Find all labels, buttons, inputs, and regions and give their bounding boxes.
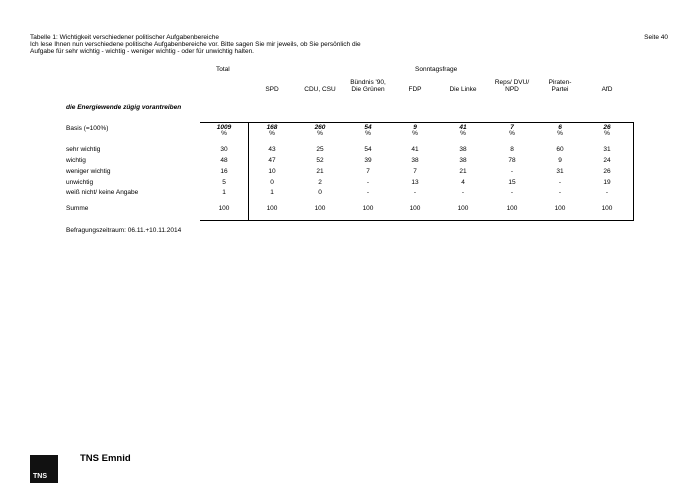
table-cell: 7 — [413, 168, 417, 175]
table-cell: 19 — [603, 179, 611, 186]
table-cell: 39 — [364, 157, 372, 164]
table-cell: 31 — [556, 168, 564, 175]
sum-value: 100 — [218, 205, 230, 212]
survey-period: Befragungszeitraum: 06.11.+10.11.2014 — [66, 227, 182, 234]
table-cell: 47 — [268, 157, 276, 164]
table-cell: 38 — [411, 157, 419, 164]
column-header: CDU, CSU — [304, 86, 336, 93]
column-header: Die Linke — [449, 86, 477, 93]
sum-value: 100 — [409, 205, 421, 212]
percent-sign: % — [221, 130, 227, 137]
table-cell: 21 — [459, 168, 467, 175]
table-cell: 78 — [508, 157, 516, 164]
row-label: weniger wichtig — [66, 168, 111, 175]
table-cell: - — [605, 189, 609, 196]
basis-value: 6 — [558, 124, 562, 131]
table-cell: 31 — [603, 146, 611, 153]
percent-sign: % — [460, 130, 466, 137]
basis-value: 7 — [510, 124, 514, 131]
table-title — [30, 34, 450, 55]
sum-value: 100 — [314, 205, 326, 212]
percent-sign: % — [317, 130, 323, 137]
row-label: unwichtig — [66, 179, 94, 186]
table-cell: 13 — [411, 179, 419, 186]
basis-value: 1009 — [216, 124, 232, 131]
table-divider — [248, 122, 249, 220]
percent-sign: % — [509, 130, 515, 137]
table-cell: - — [558, 179, 562, 186]
table-cell: 0 — [270, 179, 274, 186]
table-cell: - — [366, 189, 370, 196]
table-cell: 52 — [316, 157, 324, 164]
basis-value: 26 — [603, 124, 611, 131]
table-cell: 24 — [603, 157, 611, 164]
basis-value: 54 — [364, 124, 372, 131]
page-number: Seite 40 — [644, 34, 668, 41]
logo-text: TNS — [33, 473, 47, 480]
column-header: Partei — [551, 86, 569, 93]
row-label: sehr wichtig — [66, 146, 101, 153]
sum-label: Summe — [66, 205, 89, 212]
title-line-1: Tabelle 1: Wichtigkeit verschiedener politischer Aufgabenbereiche — [30, 34, 219, 41]
tns-logo — [30, 455, 58, 483]
total-header: Total — [216, 66, 230, 73]
table-cell: 38 — [459, 157, 467, 164]
table-cell: - — [510, 189, 514, 196]
sum-value: 100 — [601, 205, 613, 212]
basis-value: 41 — [459, 124, 467, 131]
table-cell: - — [510, 168, 514, 175]
table-cell: 54 — [364, 146, 372, 153]
column-header: NPD — [505, 86, 519, 93]
table-cell: 25 — [316, 146, 324, 153]
column-header: Bündnis '90, — [350, 79, 386, 86]
basis-value: 260 — [314, 124, 326, 131]
row-label: wichtig — [66, 157, 86, 164]
table-cell: 26 — [603, 168, 611, 175]
table-cell: 60 — [556, 146, 564, 153]
table-cell: - — [461, 189, 465, 196]
column-header: Piraten- — [548, 79, 572, 86]
table-cell: 38 — [459, 146, 467, 153]
percent-sign: % — [412, 130, 418, 137]
table-cell: 7 — [366, 168, 370, 175]
column-header: AfD — [601, 86, 613, 93]
table-cell: 43 — [268, 146, 276, 153]
table-cell: 2 — [318, 179, 322, 186]
table-cell: - — [366, 179, 370, 186]
table-cell: 0 — [318, 189, 322, 196]
basis-value: 168 — [266, 124, 278, 131]
title-line-2: Ich lese Ihnen nun verschiedene politische Aufgabenbereiche vor. Bitte sagen Sie mir jeweils, ob Sie persönlich die — [30, 41, 361, 48]
table-cell: 15 — [508, 179, 516, 186]
sum-value: 100 — [266, 205, 278, 212]
table-cell: 4 — [461, 179, 465, 186]
table-cell: 48 — [220, 157, 228, 164]
column-header: SPD — [265, 86, 279, 93]
percent-sign: % — [365, 130, 371, 137]
table-cell: 21 — [316, 168, 324, 175]
group-header: Sonntagsfrage — [415, 66, 458, 73]
sum-value: 100 — [554, 205, 566, 212]
table-cell: 10 — [268, 168, 276, 175]
basis-label: Basis (=100%) — [66, 125, 109, 132]
basis-value: 9 — [413, 124, 417, 131]
table-cell: 16 — [220, 168, 228, 175]
table-cell: 41 — [411, 146, 419, 153]
table-cell: - — [413, 189, 417, 196]
section-title: die Energiewende zügig vorantreiben — [66, 104, 182, 111]
table-cell: - — [558, 189, 562, 196]
table-cell: 8 — [510, 146, 514, 153]
row-label: weiß nicht/ keine Angabe — [66, 189, 139, 196]
table-cell: 9 — [558, 157, 562, 164]
percent-sign: % — [604, 130, 610, 137]
table-cell: 1 — [222, 189, 226, 196]
sum-value: 100 — [362, 205, 374, 212]
column-header: Reps/ DVU/ — [494, 79, 530, 86]
sum-value: 100 — [457, 205, 469, 212]
brand-name: TNS Emnid — [80, 453, 131, 464]
column-header: FDP — [408, 86, 422, 93]
title-line-3: Aufgabe für sehr wichtig - wichtig - weniger wichtig - oder für unwichtig halten. — [30, 48, 254, 55]
table-cell: 30 — [220, 146, 228, 153]
sum-value: 100 — [506, 205, 518, 212]
table-cell: 5 — [222, 179, 226, 186]
column-header: Die Grünen — [351, 86, 385, 93]
percent-sign: % — [557, 130, 563, 137]
percent-sign: % — [269, 130, 275, 137]
table-cell: 1 — [270, 189, 274, 196]
